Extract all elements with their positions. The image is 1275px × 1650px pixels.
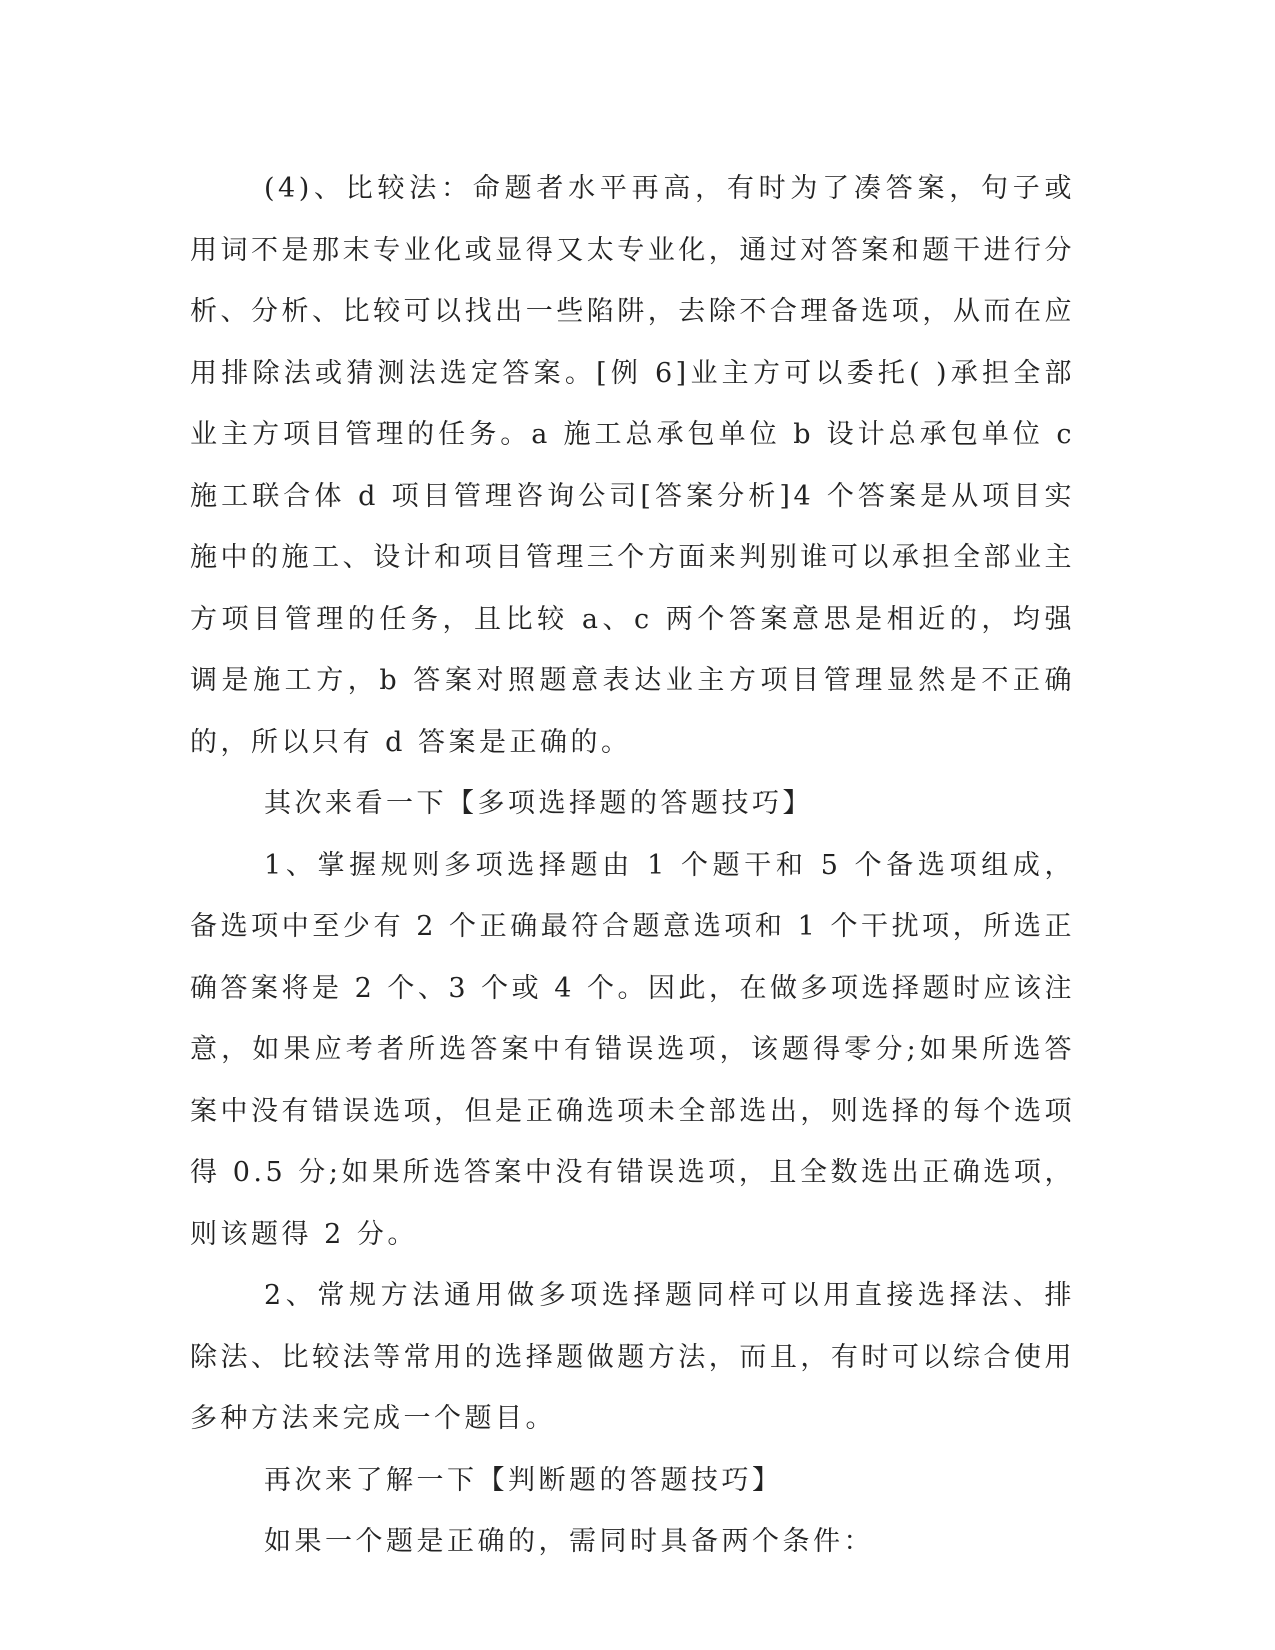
paragraph-true-false-conditions: 如果一个题是正确的，需同时具备两个条件： (264, 1526, 874, 1557)
heading-multiple-choice-tips: 其次来看一下【多项选择题的答题技巧】 (264, 788, 813, 819)
paragraph-rules: 1、掌握规则多项选择题由 1 个题干和 5 个备选项组成，备选项中至少有 2 个正确最符合题意选项和 1 个干扰项，所选正确答案将是 2 个、3 个或 4 个。因此，在做多项选择题时应该注意，如果应考者所选答案中有错误选项，该题得零分;如果所选答案中没有错误选项，但是正确选项未全部选出，则选择的每个选项得 0.5 分;如果所选答案中没有错误选项，且全数选出正确选项，则该题得 2 分。 (190, 849, 1075, 1250)
paragraph-general-methods: 2、常规方法通用做多项选择题同样可以用直接选择法、排除法、比较法等常用的选择题做题方法，而且，有时可以综合使用多种方法来完成一个题目。 (190, 1280, 1075, 1434)
paragraph-comparison-method: (4)、比较法：命题者水平再高，有时为了凑答案，句子或用词不是那末专业化或显得又太专业化，通过对答案和题干进行分析、分析、比较可以找出一些陷阱，去除不合理备选项，从而在应用排除法或猜测法选定答案。[例 6]业主方可以委托( )承担全部业主方项目管理的任务。a 施工总承包单位 b 设计总承包单位 c 施工联合体 d 项目管理咨询公司[答案分析]4 个答案是从项目实施中的施工、设计和项目管理三个方面来判别谁可以承担全部业主方项目管理的任务，且比较 a、c 两个答案意思是相近的，均强调是施工方，b 答案对照题意表达业主方项目管理显然是不正确的，所以只有 d 答案是正确的。 (190, 173, 1075, 758)
heading-true-false-tips: 再次来了解一下【判断题的答题技巧】 (264, 1464, 783, 1496)
document-body (190, 158, 1075, 1573)
